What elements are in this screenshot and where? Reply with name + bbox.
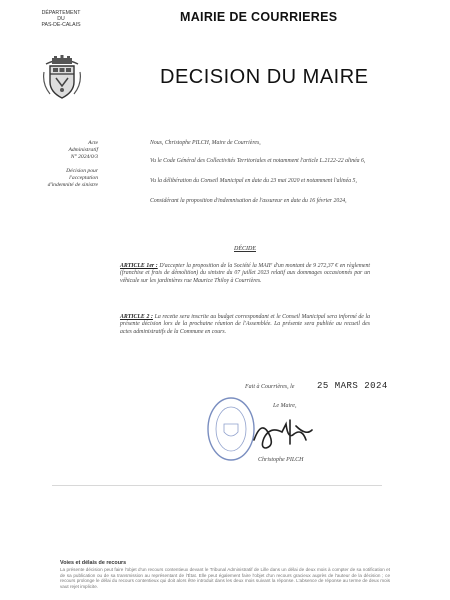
vu-paragraph-2: Vu la délibération du Conseil Municipal en date du 23 mai 2020 et notamment l'alinéa 5,: [150, 178, 357, 184]
signature-place: Fait à Courrières, le: [245, 384, 295, 390]
acte-number: N° 2024/0/3: [70, 153, 98, 160]
subject-line: d'indemnité de sinistre: [47, 181, 98, 188]
page-title: DECISION DU MAIRE: [160, 66, 369, 88]
signature-role: Le Maire,: [273, 403, 297, 409]
acte-line: Acte: [88, 140, 98, 146]
article-1: [120, 263, 370, 285]
article-1-label: ARTICLE 1er :: [120, 263, 158, 269]
department-line: DU: [57, 16, 65, 22]
article-1-text: D'accepter la proposition de la Société la MAIF d'un montant de 9 272,37 € en règlement (franchise et frais de démolition) du sinistre du 07 juillet 2023 relatif aux dommages occasionnés par un véhicule sur les jardinières rue Maurice Thiloy à Courrières.: [120, 263, 370, 284]
acte-line: Administratif: [68, 146, 98, 153]
vu-paragraph-1: Vu le Code Général des Collectivités Territoriales et notamment l'article L.2122-22 alinéa 6,: [150, 158, 366, 164]
decide-heading: DÉCIDE: [234, 246, 256, 252]
footer-divider: [52, 485, 382, 486]
department-block: [30, 10, 92, 28]
voies-recours-text: La présente décision peut faire l'objet d'un recours contentieux devant le Tribunal Administratif de Lille dans un délai de deux mois à compter de sa notification et de sa publication ou de sa transmission au représentant de l'État. Elle peut également faire l'objet d'un recours gracieux auprès de l'auteur de la décision ; ce recours prolonge le délai du recours contentieux qui doit alors être introduit dans les deux mois suivant la réponse. L'absence de réponse au terme de deux mois vaut rejet implicite.: [60, 567, 390, 589]
article-2-label: ARTICLE 2 :: [120, 314, 153, 320]
article-2: [120, 314, 370, 336]
department-line: DÉPARTEMENT: [41, 10, 81, 16]
voies-recours-title: Voies et délais de recours: [60, 560, 127, 566]
mayor-name: Christophe PILCH: [258, 457, 304, 463]
coat-of-arms-icon: [42, 54, 82, 100]
article-2-text: La recette sera inscrite au budget correspondant et le Conseil Municipal sera informé de la présente décision lors de la prochaine réunion de l'Assemblée. La présente sera publiée au recueil des actes administratifs de la Commune en cours.: [120, 314, 371, 335]
department-line: PAS-DE-CALAIS: [41, 22, 81, 28]
acte-reference: [38, 140, 98, 160]
intro-line: Nous, Christophe PILCH, Maire de Courrières,: [150, 140, 261, 146]
signature-date-stamp: 25 MARS 2024: [317, 381, 388, 391]
decision-subject: [38, 168, 98, 188]
considerant-paragraph: Considérant la proposition d'indemnisation de l'assureur en date du 16 février 2024,: [150, 198, 347, 204]
subject-line: Décision pour: [66, 168, 98, 174]
mairie-header: MAIRIE DE COURRIERES: [180, 10, 338, 24]
subject-line: l'acceptation: [69, 174, 98, 181]
handwritten-signature: [246, 410, 316, 454]
